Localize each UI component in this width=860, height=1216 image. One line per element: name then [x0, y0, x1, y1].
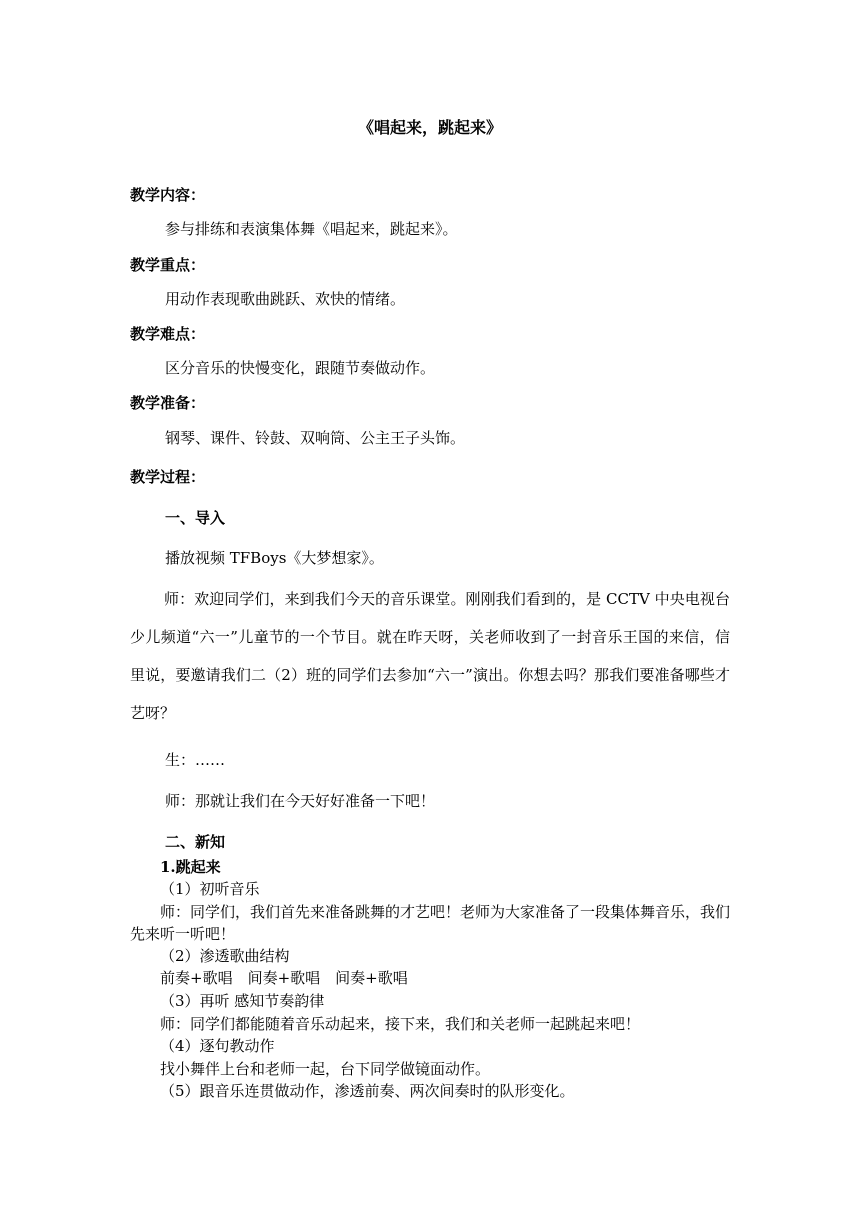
prep-text: 钢琴、课件、铃鼓、双响筒、公主王子头饰。 — [165, 429, 466, 447]
focus-text: 用动作表现歌曲跳跃、欢快的情绪。 — [165, 290, 406, 308]
step4-text: 找小舞伴上台和老师一起，台下同学做镜面动作。 — [160, 1060, 491, 1078]
step5-label: （5）跟音乐连贯做动作，渗透前奏、两次间奏时的队形变化。 — [160, 1082, 575, 1100]
teacher-closing: 师：那就让我们在今天好好准备一下吧！ — [165, 792, 436, 810]
prep-heading: 教学准备： — [130, 394, 206, 412]
step3-teacher-text: 师：同学们都能随着音乐动起来，接下来，我们和关老师一起跳起来吧！ — [160, 1015, 641, 1033]
step2-label: （2）渗透歌曲结构 — [160, 947, 290, 965]
step4-label: （4）逐句教动作 — [160, 1037, 275, 1055]
student-response: 生：…… — [165, 751, 226, 769]
difficulty-heading: 教学难点： — [130, 325, 206, 343]
part2-heading: 二、新知 — [165, 833, 226, 851]
content-heading: 教学内容： — [130, 186, 206, 204]
video-text: 播放视频 TFBoys《大梦想家》。 — [165, 549, 384, 567]
step1-teacher-text: 师：同学们，我们首先来准备跳舞的才艺吧！老师为大家准备了一段集体舞音乐，我们先来听一听吧！ — [130, 903, 731, 943]
content-text: 参与排练和表演集体舞《唱起来，跳起来》。 — [165, 220, 458, 238]
teacher-intro-paragraph: 师：欢迎同学们，来到我们今天的音乐课堂。刚刚我们看到的，是 CCTV 中央电视台少儿频道“六一”儿童节的一个节目。就在昨天呀，关老师收到了一封音乐王国的来信，信里说，要邀请我们二（2）班的同学们去参加“六一”演出。你想去吗？那我们要准备哪些才艺呀？ — [130, 590, 730, 722]
step3-label: （3）再听 感知节奏韵律 — [160, 992, 325, 1010]
part1-heading: 一、导入 — [165, 509, 226, 527]
difficulty-text: 区分音乐的快慢变化，跟随节奏做动作。 — [165, 359, 436, 377]
process-heading: 教学过程： — [130, 468, 206, 486]
document-title: 《唱起来，跳起来》 — [357, 118, 502, 137]
focus-heading: 教学重点： — [130, 256, 206, 274]
step2-structure: 前奏+歌唱 间奏+歌唱 间奏+歌唱 — [160, 969, 408, 987]
part2-subheading: 1.跳起来 — [160, 858, 221, 876]
step1-label: （1）初听音乐 — [160, 880, 260, 898]
